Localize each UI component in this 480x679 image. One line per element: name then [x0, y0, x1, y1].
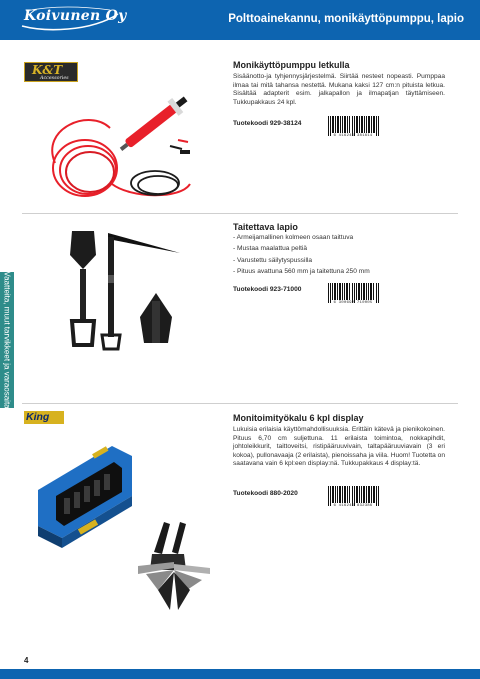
company-logo: Koivunen Oy — [24, 8, 127, 24]
feature-item: - Pituus avattuna 560 mm ja taitettuna 250 mm — [233, 266, 445, 277]
brand-name: King — [26, 411, 50, 423]
brand-subtitle: Accessories — [40, 76, 69, 81]
barcode-image — [327, 116, 379, 136]
brand-name: K&T — [32, 63, 63, 77]
barcode-number: 6 416246 832386 — [333, 504, 373, 508]
product-code: Tuotekoodi 929-38124 — [233, 120, 302, 127]
barcode-image — [327, 486, 379, 506]
product-code: Tuotekoodi 923-71000 — [233, 286, 302, 293]
section-divider — [22, 213, 458, 214]
barcode-image — [327, 283, 379, 303]
page-number: 4 — [24, 656, 29, 665]
product-title: Taitettava lapio — [233, 222, 298, 232]
feature-item: - Varustettu säilytyspussilla — [233, 255, 445, 266]
pump-with-hose-image — [30, 88, 215, 210]
product-title: Monitoimityökalu 6 kpl display — [233, 413, 364, 423]
page-title: Polttoainekannu, monikäyttöpumppu, lapio — [228, 13, 464, 25]
barcode-number: 6 300692 710005 — [333, 301, 373, 305]
feature-item: - Mustaa maalattua peltiä — [233, 243, 445, 254]
product-description: Sisäänotto-ja tyhjennysjärjestelmä. Siirtää nesteet nopeasti. Pumppaa ilmaa tai mitä tahansa nestettä. Mukana kaksi 127 cm:n pituista letkua. Sisältää adapterit esim. jalkapallon ja ilmapatjan täyttämiseen. Tukkupakkaus 24 kpl. — [233, 73, 445, 106]
folding-shovel-image — [60, 225, 200, 355]
product-title: Monikäyttöpumppu letkulla — [233, 60, 350, 70]
barcode-number: 6 416246 381614 — [333, 134, 373, 138]
feature-list — [233, 232, 445, 278]
multitool-display-image — [34, 440, 212, 612]
section-divider — [22, 403, 458, 404]
product-code: Tuotekoodi 880-2020 — [233, 490, 298, 497]
feature-item: - Armeijamallinen kolmeen osaan taittuva — [233, 232, 445, 243]
side-category-label: Vaatteita, muut tarvikkeet ja varaosaita — [2, 271, 12, 409]
page-footer — [0, 669, 480, 679]
product-description: Lukuisia erilaisia käyttömahdollisuuksia. Erittäin kätevä ja pienikokoinen. Pituus 6,70 cm suljettuna. 11 erilaista toimintoa, nokkapihdit, johtoleikkurit, taittoveitsi, ristipääruuvivain, taltapääruuviavain (3 eri kokoa), pullonavaaja (2 erilaista), pienoissaha ja viila. Huom! Tuotetta on saatavana vain 6 kpl:een display:nä. Tukkupakkaus 4 display:tä. — [233, 426, 445, 468]
